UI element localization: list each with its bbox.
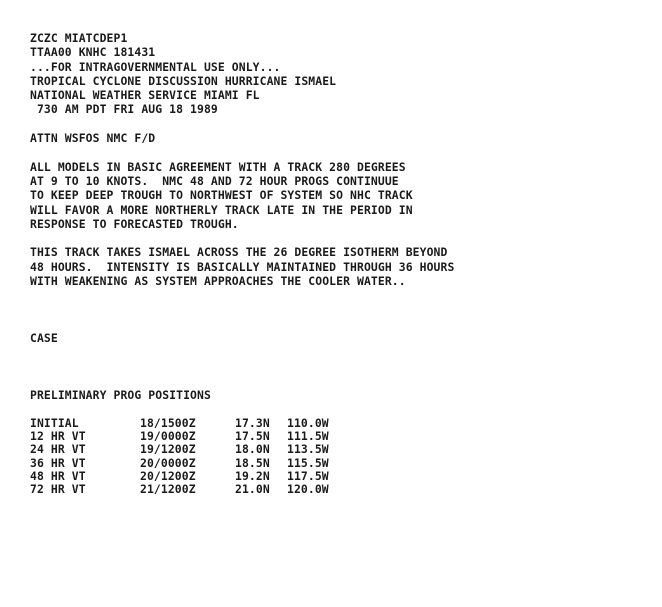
- position-lon: 111.5W: [287, 429, 329, 444]
- position-time: 19/0000Z: [140, 429, 196, 444]
- position-time: 20/1200Z: [140, 468, 196, 483]
- paragraph-line: WILL FAVOR A MORE NORTHERLY TRACK LATE IN THE PERIOD IN: [30, 202, 413, 217]
- discussion-paragraph-1: [30, 160, 650, 231]
- position-label: 48 HR VT: [30, 468, 86, 483]
- position-lat: 18.0N: [235, 442, 270, 457]
- forecaster-signature: CASE: [30, 331, 58, 346]
- position-label: 12 HR VT: [30, 429, 86, 444]
- position-row: [30, 483, 650, 496]
- paragraph-line: THIS TRACK TAKES ISMAEL ACROSS THE 26 DEGREE ISOTHERM BEYOND: [30, 245, 448, 260]
- position-lat: 17.5N: [235, 429, 270, 444]
- position-lon: 117.5W: [287, 468, 329, 483]
- position-row: [30, 430, 650, 443]
- paragraph-line: AT 9 TO 10 KNOTS. NMC 48 AND 72 HOUR PROGS CONTINUUE: [30, 173, 399, 188]
- position-lon: 120.0W: [287, 481, 329, 496]
- positions-table: [30, 417, 650, 496]
- position-row: [30, 417, 650, 430]
- position-time: 19/1200Z: [140, 442, 196, 457]
- header-line: ...FOR INTRAGOVERNMENTAL USE ONLY...: [30, 59, 281, 74]
- attention-line: ATTN WSFOS NMC F/D: [30, 131, 156, 146]
- bulletin-header: [30, 31, 650, 117]
- header-line: 730 AM PDT FRI AUG 18 1989: [30, 102, 218, 117]
- position-label: 36 HR VT: [30, 455, 86, 470]
- position-lat: 19.2N: [235, 468, 270, 483]
- header-line: TROPICAL CYCLONE DISCUSSION HURRICANE ISMAEL: [30, 73, 337, 88]
- position-label: 24 HR VT: [30, 442, 86, 457]
- header-line: ZCZC MIATCDEP1: [30, 31, 128, 45]
- position-row: [30, 470, 650, 483]
- paragraph-line: 48 HOURS. INTENSITY IS BASICALLY MAINTAINED THROUGH 36 HOURS: [30, 259, 455, 274]
- discussion-paragraph-2: [30, 245, 650, 288]
- positions-title: PRELIMINARY PROG POSITIONS: [30, 388, 211, 403]
- paragraph-line: TO KEEP DEEP TROUGH TO NORTHWEST OF SYSTEM SO NHC TRACK: [30, 188, 413, 203]
- position-lon: 110.0W: [287, 416, 329, 431]
- position-lat: 18.5N: [235, 455, 270, 470]
- header-line: NATIONAL WEATHER SERVICE MIAMI FL: [30, 88, 260, 103]
- header-line: TTAA00 KNHC 181431: [30, 45, 156, 60]
- position-label: INITIAL: [30, 416, 79, 431]
- position-lon: 115.5W: [287, 455, 329, 470]
- position-row: [30, 457, 650, 470]
- position-lat: 21.0N: [235, 481, 270, 496]
- position-lat: 17.3N: [235, 416, 270, 431]
- position-time: 21/1200Z: [140, 481, 196, 496]
- position-label: 72 HR VT: [30, 481, 86, 496]
- position-lon: 113.5W: [287, 442, 329, 457]
- paragraph-line: ALL MODELS IN BASIC AGREEMENT WITH A TRACK 280 DEGREES: [30, 159, 406, 174]
- position-row: [30, 443, 650, 456]
- weather-discussion-document: [30, 31, 650, 496]
- paragraph-line: WITH WEAKENING AS SYSTEM APPROACHES THE COOLER WATER..: [30, 274, 406, 289]
- position-time: 18/1500Z: [140, 416, 196, 431]
- paragraph-line: RESPONSE TO FORECASTED TROUGH.: [30, 216, 239, 231]
- position-time: 20/0000Z: [140, 455, 196, 470]
